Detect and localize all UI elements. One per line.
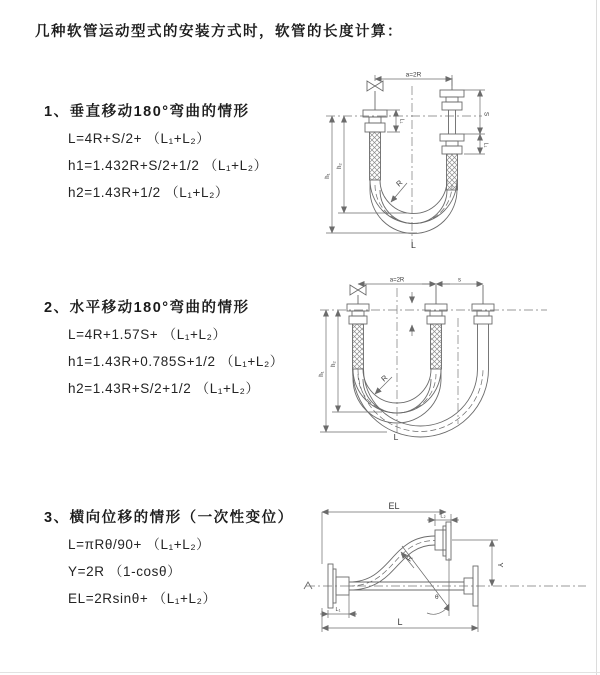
hose-and-fittings [363,78,464,233]
valve-icon [350,285,366,295]
section-2-heading: 2、水平移动180°弯曲的情形 [44,300,250,316]
dimension-lines [320,512,498,632]
dim-label-r: R [404,553,415,564]
dim-label-theta: θ [435,594,439,601]
centerlines [326,86,482,250]
section-3-heading: 3、横向位移的情形（一次性变位） [44,510,294,526]
page-edge-right [596,0,597,675]
dim-label-a2r: a=2R [389,277,405,284]
section-2-formula-h2: h2=1.43R+S/2+1/2 （L₁+L₂） [68,381,260,396]
diagram-vertical-180-bend [312,70,590,255]
dim-label-l2: L₂ [440,513,446,520]
dimension-labels [336,501,505,627]
dim-label-h2: h₂ [337,163,343,169]
section-1-formula-h2: h2=1.43R+1/2 （L₁+L₂） [68,185,230,200]
dim-label-el: EL [388,501,400,511]
diagram-horizontal-180-bend [312,274,590,442]
section-3-formula-L: L=πRθ/90+ （L₁+L₂） [68,537,211,552]
section-3-formula-Y: Y=2R （1-cosθ） [68,564,182,579]
section-3-formula-EL: EL=2Rsinθ+ （L₁+L₂） [68,591,217,606]
dim-label-h1: h₁ [325,173,331,179]
dim-label-h1: h₁ [319,371,325,377]
dim-label-r: R [379,373,390,384]
valve-icon [367,81,383,91]
hose-and-fittings [347,285,494,437]
section-2-formula-h1: h1=1.43R+0.785S+1/2 （L₁+L₂） [68,354,284,369]
section-1-formula-L: L=4R+S/2+ （L₁+L₂） [68,131,211,146]
dim-label-l1-right: L₁ [482,142,489,148]
pipe-break-icon [304,582,312,589]
hose-and-flanges [304,522,478,608]
page-title: 几种软管运动型式的安装方式时，软管的长度计算： [35,24,403,40]
dim-label-h2: h₂ [331,361,337,367]
section-1-heading: 1、垂直移动180°弯曲的情形 [44,104,250,120]
diagram-lateral-displacement [294,496,594,646]
dimension-lines [320,284,483,432]
dim-label-l: L [397,617,403,627]
section-2-formula-L: L=4R+1.57S+ （L₁+L₂） [68,327,227,342]
dim-label-y: Y [496,562,505,568]
section-1-formula-h1: h1=1.432R+S/2+1/2 （L₁+L₂） [68,158,268,173]
page-edge-bottom [0,672,600,673]
dim-label-l: L [411,240,416,250]
dim-label-a2r: a=2R [405,71,422,79]
dim-label-s: s [458,277,461,284]
dim-label-l1-left: L₁ [398,118,405,124]
dim-label-l: L [393,432,399,442]
dim-label-l1: L₁ [335,607,341,613]
dim-label-r: R [394,178,405,189]
dim-label-s: S [482,111,490,117]
